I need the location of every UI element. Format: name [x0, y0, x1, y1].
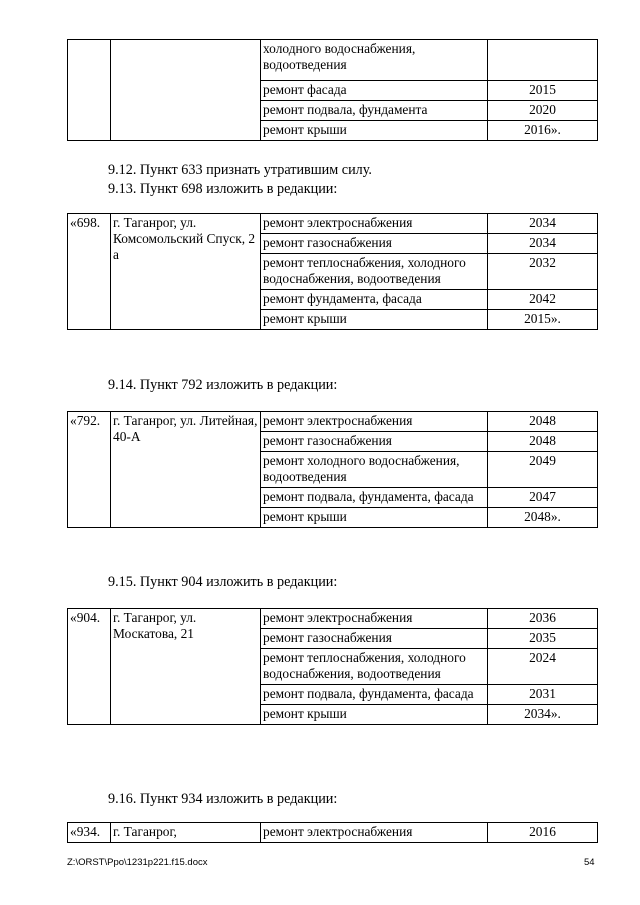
table-row [68, 412, 598, 432]
work-type-cell: ремонт газоснабжения [261, 432, 488, 452]
work-type-cell: ремонт крыши [261, 121, 488, 141]
year-cell: 2049 [488, 452, 598, 488]
year-cell: 2035 [488, 629, 598, 649]
paragraph-9-15: 9.15. Пункт 904 изложить в редакции: [108, 574, 338, 590]
year-cell: 2020 [488, 101, 598, 121]
work-type-cell: ремонт крыши [261, 705, 488, 725]
table-item-934 [67, 822, 598, 843]
address-cell: г. Таганрог, ул. Комсомольский Спуск, 2 а [111, 214, 261, 330]
table-item-904 [67, 608, 598, 725]
table-row [68, 823, 598, 843]
footer-file-path: Z:\ORST\Ppo\1231p221.f15.docx [67, 857, 208, 868]
work-type-cell: ремонт подвала, фундамента [261, 101, 488, 121]
footer-page-number: 54 [584, 857, 595, 868]
paragraph-9-14: 9.14. Пункт 792 изложить в редакции: [108, 377, 338, 393]
address-cell: г. Таганрог, ул. Литейная, 40-А [111, 412, 261, 528]
work-type-cell: ремонт теплоснабжения, холодного водоснабжения, водоотведения [261, 254, 488, 290]
work-type-cell: ремонт крыши [261, 310, 488, 330]
year-cell: 2048». [488, 508, 598, 528]
item-number-cell: «904. [68, 609, 111, 725]
work-type-cell: ремонт фасада [261, 81, 488, 101]
year-cell: 2042 [488, 290, 598, 310]
item-number-cell: «792. [68, 412, 111, 528]
item-number-cell [68, 40, 111, 141]
table-item-698 [67, 213, 598, 330]
address-cell [111, 40, 261, 141]
work-type-cell: ремонт подвала, фундамента, фасада [261, 488, 488, 508]
work-type-cell: ремонт подвала, фундамента, фасада [261, 685, 488, 705]
year-cell [488, 40, 598, 81]
year-cell: 2016». [488, 121, 598, 141]
item-number-cell: «934. [68, 823, 111, 843]
year-cell: 2015 [488, 81, 598, 101]
paragraph-9-16: 9.16. Пункт 934 изложить в редакции: [108, 791, 338, 807]
work-type-cell: ремонт электроснабжения [261, 823, 488, 843]
work-type-cell: ремонт холодного водоснабжения, водоотведения [261, 452, 488, 488]
table-row [68, 609, 598, 629]
work-type-cell: ремонт фундамента, фасада [261, 290, 488, 310]
work-type-cell: ремонт электроснабжения [261, 609, 488, 629]
year-cell: 2015». [488, 310, 598, 330]
table-row [68, 40, 598, 81]
paragraph-9-12: 9.12. Пункт 633 признать утратившим силу. [108, 162, 372, 178]
work-type-cell: ремонт газоснабжения [261, 629, 488, 649]
year-cell: 2047 [488, 488, 598, 508]
table-continuation [67, 39, 598, 141]
address-cell: г. Таганрог, [111, 823, 261, 843]
year-cell: 2048 [488, 412, 598, 432]
table-row [68, 214, 598, 234]
year-cell: 2024 [488, 649, 598, 685]
work-type-cell: ремонт газоснабжения [261, 234, 488, 254]
year-cell: 2034». [488, 705, 598, 725]
item-number-cell: «698. [68, 214, 111, 330]
year-cell: 2048 [488, 432, 598, 452]
work-type-cell: ремонт электроснабжения [261, 412, 488, 432]
year-cell: 2031 [488, 685, 598, 705]
work-type-cell: ремонт крыши [261, 508, 488, 528]
table-item-792 [67, 411, 598, 528]
work-type-cell: ремонт теплоснабжения, холодного водоснабжения, водоотведения [261, 649, 488, 685]
year-cell: 2034 [488, 234, 598, 254]
work-type-cell: ремонт электроснабжения [261, 214, 488, 234]
year-cell: 2036 [488, 609, 598, 629]
year-cell: 2034 [488, 214, 598, 234]
paragraph-9-13: 9.13. Пункт 698 изложить в редакции: [108, 181, 338, 197]
year-cell: 2016 [488, 823, 598, 843]
year-cell: 2032 [488, 254, 598, 290]
address-cell: г. Таганрог, ул. Москатова, 21 [111, 609, 261, 725]
work-type-cell: холодного водоснабжения, водоотведения [261, 40, 488, 81]
